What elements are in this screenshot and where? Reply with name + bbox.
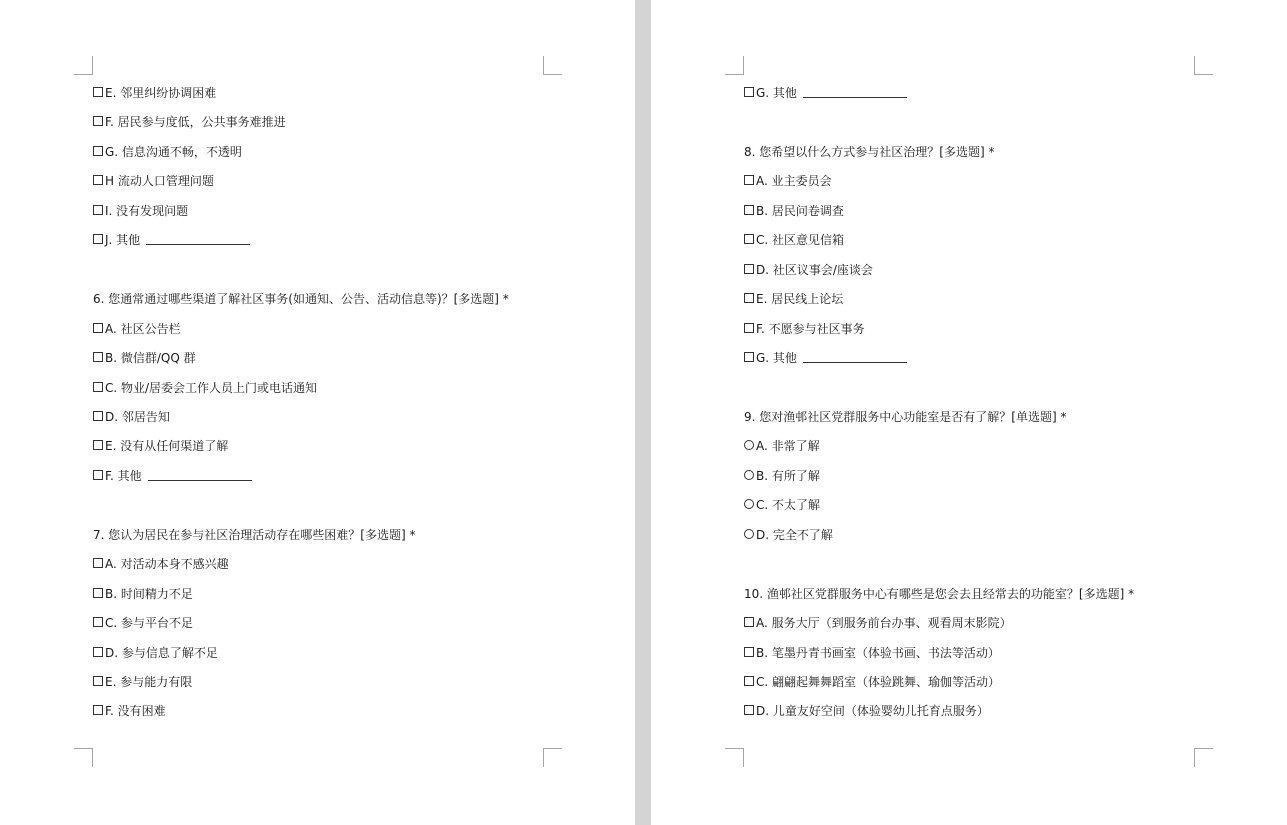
- checkbox-square-icon[interactable]: [744, 87, 754, 97]
- checkbox-square-icon[interactable]: [93, 470, 103, 480]
- option-label: D. 儿童友好空间（体验婴幼儿托育点服务）: [756, 704, 989, 719]
- question-text: 9. 您对渔邨社区党群服务中心功能室是否有了解？[单选题] *: [744, 409, 1067, 424]
- option-item: [744, 262, 873, 278]
- checkbox-square-icon[interactable]: [744, 617, 754, 627]
- option-item: [93, 173, 214, 189]
- option-item: [744, 468, 820, 484]
- question-text: 6. 您通常通过哪些渠道了解社区事务(如通知、公告、活动信息等)？[多选题] *: [93, 292, 509, 307]
- checkbox-square-icon[interactable]: [93, 146, 103, 156]
- checkbox-square-icon[interactable]: [93, 588, 103, 598]
- option-item: [744, 527, 833, 543]
- checkbox-square-icon[interactable]: [93, 87, 103, 97]
- option-label: B. 居民问卷调查: [756, 203, 844, 218]
- option-label: G. 其他: [756, 86, 797, 100]
- option-label: J. 其他: [105, 233, 141, 248]
- option-label: I. 没有发现问题: [105, 203, 189, 218]
- option-label: B. 时间精力不足: [105, 586, 193, 601]
- option-item: [93, 232, 250, 248]
- checkbox-square-icon[interactable]: [744, 352, 754, 362]
- option-label: E. 邻里纠纷协调困难: [105, 86, 217, 100]
- checkbox-square-icon[interactable]: [93, 617, 103, 627]
- option-item: [93, 615, 193, 631]
- option-label: F. 居民参与度低，公共事务难推进: [105, 115, 286, 130]
- checkbox-square-icon[interactable]: [744, 705, 754, 715]
- checkbox-square-icon[interactable]: [93, 234, 103, 244]
- option-item: [93, 350, 196, 366]
- option-item: [93, 674, 192, 690]
- option-item: [744, 674, 1000, 690]
- checkbox-square-icon[interactable]: [93, 205, 103, 215]
- checkbox-square-icon[interactable]: [93, 440, 103, 450]
- checkbox-square-icon[interactable]: [93, 175, 103, 185]
- option-label: A. 对活动本身不感兴趣: [105, 557, 229, 572]
- option-label: A. 社区公告栏: [105, 321, 181, 336]
- option-item: [744, 438, 820, 454]
- checkbox-square-icon[interactable]: [744, 205, 754, 215]
- checkbox-square-icon[interactable]: [744, 323, 754, 333]
- option-label: H 流动人口管理问题: [105, 174, 214, 189]
- document-page-right: [651, 0, 1287, 825]
- checkbox-square-icon[interactable]: [744, 647, 754, 657]
- crop-mark-top-left: [74, 56, 93, 75]
- option-item: [93, 586, 193, 602]
- checkbox-square-icon[interactable]: [93, 116, 103, 126]
- radio-circle-icon[interactable]: [744, 499, 754, 509]
- checkbox-square-icon[interactable]: [93, 323, 103, 333]
- option-item: [93, 556, 229, 572]
- option-item: [744, 645, 1000, 661]
- option-label: G. 信息沟通不畅，不透明: [105, 144, 242, 159]
- crop-mark-top-right: [543, 56, 562, 75]
- option-item: [93, 380, 317, 396]
- radio-circle-icon[interactable]: [744, 529, 754, 539]
- option-label: D. 参与信息了解不足: [105, 645, 218, 660]
- option-item: [744, 291, 843, 307]
- option-item: [93, 114, 286, 130]
- option-item: [744, 497, 820, 513]
- checkbox-square-icon[interactable]: [744, 264, 754, 274]
- checkbox-square-icon[interactable]: [93, 352, 103, 362]
- option-item: [744, 350, 907, 366]
- option-label: C. 社区意见信箱: [756, 233, 845, 248]
- option-item: [93, 645, 218, 661]
- option-label: F. 没有困难: [105, 704, 166, 719]
- crop-mark-bottom-right: [1194, 748, 1213, 767]
- option-label: E. 没有从任何渠道了解: [105, 439, 229, 454]
- option-label: C. 翩翩起舞舞蹈室（体验跳舞、瑜伽等活动）: [756, 675, 1001, 689]
- option-label: B. 有所了解: [756, 468, 820, 483]
- option-label: D. 邻居告知: [105, 409, 170, 424]
- option-item: [93, 203, 188, 219]
- crop-mark-bottom-right: [543, 748, 562, 767]
- option-label: C. 参与平台不足: [105, 616, 194, 631]
- option-label: A. 业主委员会: [756, 174, 832, 189]
- option-label: A. 非常了解: [756, 439, 820, 454]
- question-text: 8. 您希望以什么方式参与社区治理？[多选题] *: [744, 144, 995, 159]
- option-label: C. 物业/居委会工作人员上门或电话通知: [105, 380, 318, 395]
- document-page-left: [0, 0, 635, 825]
- checkbox-square-icon[interactable]: [93, 676, 103, 686]
- option-label: C. 不太了解: [756, 498, 821, 513]
- option-item: [93, 409, 170, 425]
- question-title: [93, 527, 415, 543]
- question-title: [744, 409, 1066, 425]
- fill-in-blank[interactable]: [803, 87, 907, 98]
- checkbox-square-icon[interactable]: [744, 175, 754, 185]
- option-item: [744, 703, 989, 719]
- question-title: [93, 291, 509, 307]
- option-item: [93, 85, 216, 101]
- option-label: F. 不愿参与社区事务: [756, 321, 865, 336]
- option-item: [744, 321, 865, 337]
- option-item: [744, 615, 1012, 631]
- crop-mark-bottom-left: [725, 748, 744, 767]
- question-text: 7. 您认为居民在参与社区治理活动存在哪些困难？[多选题] *: [93, 527, 416, 542]
- checkbox-square-icon[interactable]: [93, 382, 103, 392]
- checkbox-square-icon[interactable]: [93, 647, 103, 657]
- option-label: E. 参与能力有限: [105, 675, 193, 689]
- checkbox-square-icon[interactable]: [93, 558, 103, 568]
- option-label: B. 微信群/QQ 群: [105, 351, 196, 366]
- option-label: A. 服务大厅（到服务前台办事、观看周末影院）: [756, 616, 1012, 631]
- question-title: [744, 144, 994, 160]
- option-item: [744, 232, 844, 248]
- option-item: [744, 203, 844, 219]
- option-item: [93, 703, 166, 719]
- option-item: [744, 173, 832, 189]
- option-item: [93, 321, 181, 337]
- checkbox-square-icon[interactable]: [744, 293, 754, 303]
- radio-circle-icon[interactable]: [744, 470, 754, 480]
- option-label: D. 完全不了解: [756, 527, 833, 542]
- question-title: [744, 586, 1134, 602]
- radio-circle-icon[interactable]: [744, 440, 754, 450]
- crop-mark-top-left: [725, 56, 744, 75]
- question-text: 10. 渔邨社区党群服务中心有哪些是您会去且经常去的功能室？[多选题] *: [744, 586, 1135, 601]
- option-label: G. 其他: [756, 351, 797, 366]
- option-item: [93, 438, 228, 454]
- option-item: [93, 468, 252, 484]
- option-label: F. 其他: [105, 468, 142, 483]
- fill-in-blank[interactable]: [803, 352, 907, 363]
- fill-in-blank[interactable]: [148, 470, 252, 481]
- option-item: [744, 85, 907, 101]
- checkbox-square-icon[interactable]: [744, 234, 754, 244]
- option-item: [93, 144, 242, 160]
- fill-in-blank[interactable]: [146, 234, 250, 245]
- checkbox-square-icon[interactable]: [93, 411, 103, 421]
- checkbox-square-icon[interactable]: [93, 705, 103, 715]
- crop-mark-top-right: [1194, 56, 1213, 75]
- option-label: E. 居民线上论坛: [756, 292, 844, 307]
- checkbox-square-icon[interactable]: [744, 676, 754, 686]
- option-label: D. 社区议事会/座谈会: [756, 262, 873, 277]
- crop-mark-bottom-left: [74, 748, 93, 767]
- option-label: B. 笔墨丹青书画室（体验书画、书法等活动）: [756, 645, 1000, 660]
